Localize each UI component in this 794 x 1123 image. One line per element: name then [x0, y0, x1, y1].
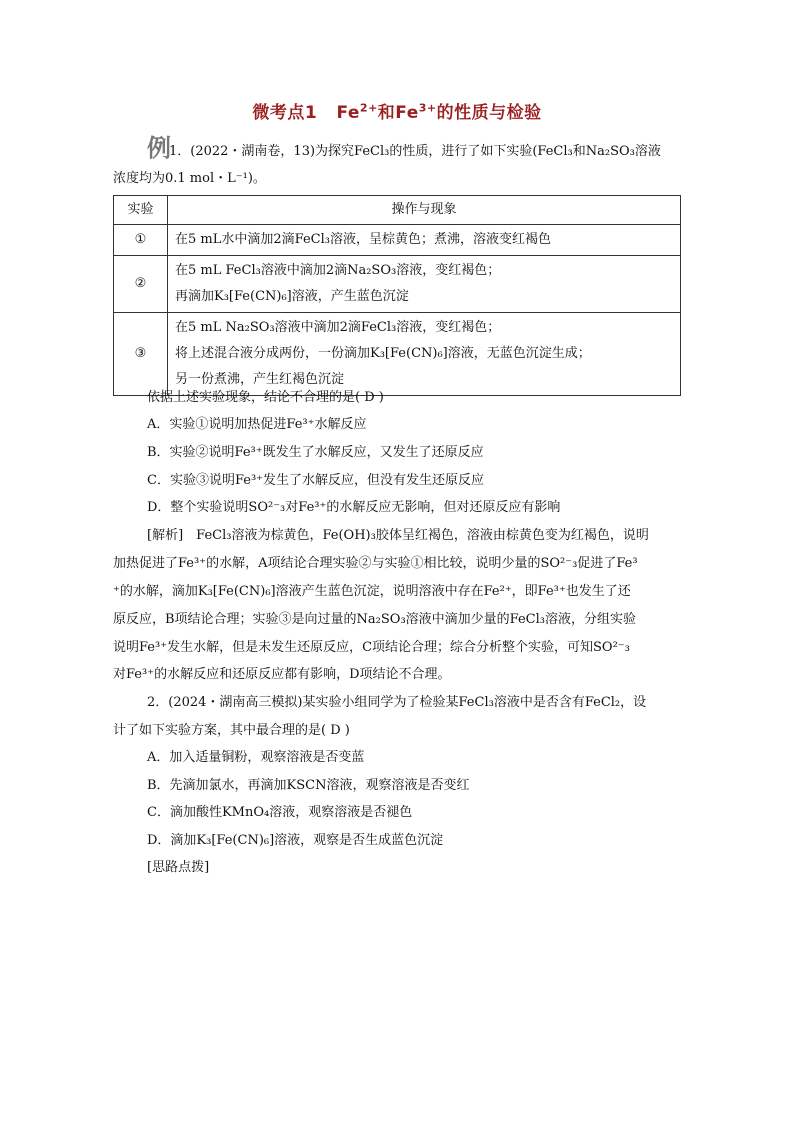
experiment-description: 在5 mL Na₂SO₃溶液中滴加2滴FeCl₃溶液，变红褐色； 将上述混合液分成两份，一份滴加K₃[Fe(CN)₆]溶液，无蓝色沉淀生成； 另一份煮沸，产生红褐色沉淀	[168, 313, 681, 396]
table-row	[114, 256, 681, 313]
q2-option-b: B．先滴加氯水，再滴加KSCN溶液，观察溶液是否变红	[147, 778, 470, 793]
analysis-line: [解析] FeCl₃溶液为棕黄色，Fe(OH)₃胶体呈红褐色，溶液由棕黄色变为红褐色，说明	[147, 528, 649, 543]
experiment-description: 在5 mL水中滴加2滴FeCl₃溶液，呈棕黄色；煮沸，溶液变红褐色	[168, 225, 681, 256]
q1-option-c: C．实验③说明Fe³⁺发生了水解反应，但没有发生还原反应	[147, 473, 485, 488]
q2-line-2: 计了如下实验方案，其中最合理的是( D )	[113, 723, 350, 738]
table-header-cell: 实验	[114, 196, 168, 225]
section-title: 微考点1 $Fe^{2+}$和$Fe^{3+}$的性质与检验	[252, 101, 542, 123]
table-row	[114, 313, 681, 396]
q2-line-1: 2．(2024・湖南高三模拟)某实验小组同学为了检验某FeCl₃溶液中是否含有FeCl₂，设	[147, 695, 647, 710]
q1-option-b: B．实验②说明Fe³⁺既发生了水解反应，又发生了还原反应	[147, 445, 484, 460]
analysis-line: 对Fe³⁺的水解反应和还原反应都有影响，D项结论不合理。	[113, 667, 451, 682]
q1-option-a: A．实验①说明加热促进Fe³⁺水解反应	[147, 417, 367, 432]
hint-label: [思路点拨]	[147, 860, 210, 875]
analysis-line: 说明Fe³⁺发生水解，但是未发生还原反应，C项结论合理；综合分析整个实验，可知SO²⁻₃	[113, 640, 630, 655]
example-mark: 例	[147, 133, 171, 162]
table-header-cell: 操作与现象	[168, 196, 681, 225]
q2-option-d: D．滴加K₃[Fe(CN)₆]溶液，观察是否生成蓝色沉淀	[147, 833, 444, 848]
q1-line-1: 1．(2022・湖南卷，13)为探究FeCl₃的性质，进行了如下实验(FeCl₃和Na₂SO₃溶液	[169, 144, 661, 159]
experiment-number: ②	[114, 256, 168, 313]
q2-option-a: A．加入适量铜粉，观察溶液是否变蓝	[147, 750, 365, 765]
analysis-line: ⁺的水解，滴加K₃[Fe(CN)₆]溶液产生蓝色沉淀，说明溶液中存在Fe²⁺，即Fe³⁺也发生了还	[113, 584, 631, 599]
analysis-line: 原反应，B项结论合理；实验③是向过量的Na₂SO₃溶液中滴加少量的FeCl₃溶液，分组实验	[113, 612, 636, 627]
experiment-number: ③	[114, 313, 168, 396]
q1-line-2: 浓度均为0.1 mol・L⁻¹)。	[113, 171, 266, 186]
q2-option-c: C．滴加酸性KMnO₄溶液，观察溶液是否褪色	[147, 805, 413, 820]
q1-option-d: D．整个实验说明SO²⁻₃对Fe³⁺的水解反应无影响，但对还原反应有影响	[147, 500, 561, 515]
table-header-row	[114, 196, 681, 225]
q1-stem: 依据上述实验现象，结论不合理的是( D )	[147, 390, 384, 405]
experiment-description: 在5 mL FeCl₃溶液中滴加2滴Na₂SO₃溶液，变红褐色； 再滴加K₃[Fe(CN)₆]溶液，产生蓝色沉淀	[168, 256, 681, 313]
experiment-table	[113, 195, 681, 396]
analysis-line: 加热促进了Fe³⁺的水解，A项结论合理实验②与实验①相比较，说明少量的SO²⁻₃促进了Fe³	[113, 556, 638, 571]
table-row	[114, 225, 681, 256]
experiment-number: ①	[114, 225, 168, 256]
